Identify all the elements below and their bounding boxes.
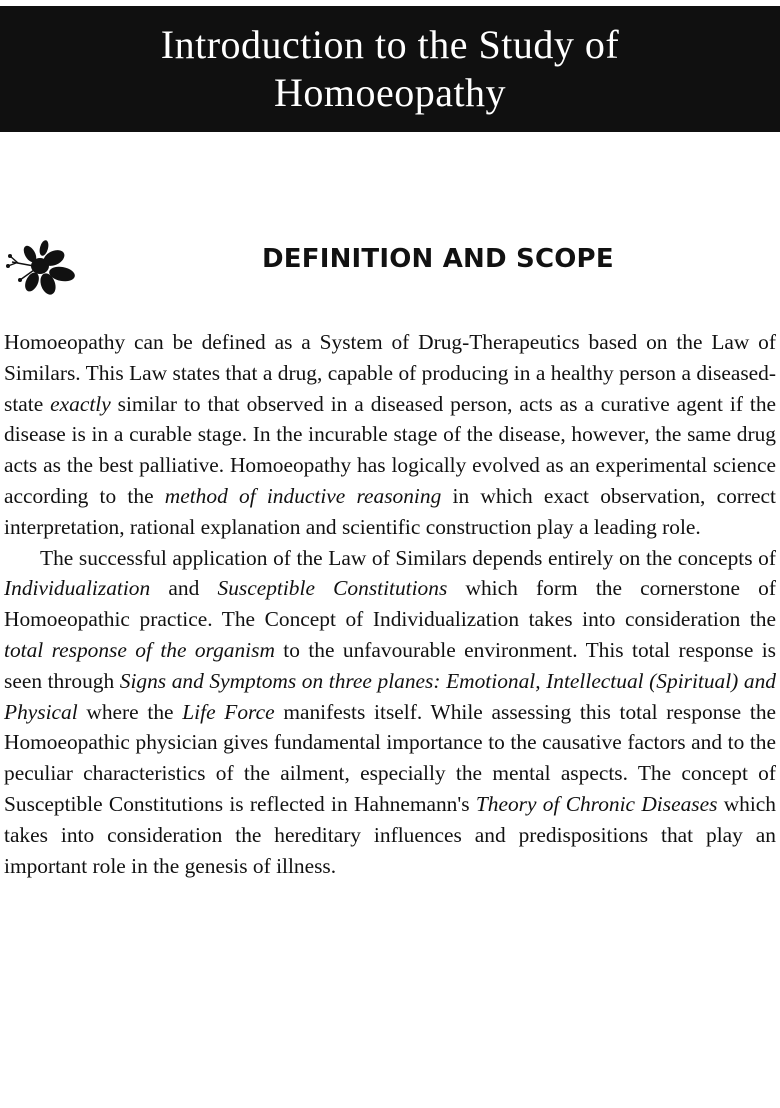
- emphasis-text: Individualization: [4, 576, 151, 601]
- paragraph-1: [4, 327, 776, 543]
- floral-ornament-icon: [4, 236, 78, 300]
- paragraph-text: similar to that observed in a diseased person, acts as a curative agent if the disease is in a curable stage. In the incurable stage of the disease, however, the same drug acts as the best palliative. Homoeopathy has logically evolved as an experimental science according to the: [4, 391, 777, 508]
- emphasis-text: Susceptible Constitutions: [217, 576, 448, 601]
- paragraph-text: to the unfavourable environment. This total response is seen through: [4, 637, 776, 693]
- chapter-title-line-1: Introduction to the Study of: [160, 22, 620, 67]
- paragraph-text: which form the cornerstone of Homoeopathic practice. The Concept of Individualization takes into consideration the: [4, 576, 776, 632]
- emphasis-text: method of inductive reasoning: [164, 483, 442, 508]
- emphasis-text: exactly: [50, 391, 111, 416]
- paragraph-text: and: [150, 576, 218, 601]
- paragraph-text: manifests itself. While assessing this total response the Homoeopathic physician gives fundamental importance to the causative factors and to the peculiar characteristics of the ailment, especially the mental aspects. The concept of Susceptible Constitutions is reflected in Hahnemann's: [4, 699, 777, 816]
- paragraph-text: Homoeopathy can be defined as a System of Drug-Therapeutics based on the Law of Similars. This Law states that a drug, capable of producing in a healthy person a diseased-state: [4, 330, 776, 416]
- paragraph-text: where the: [77, 699, 183, 724]
- emphasis-text: Signs and Symptoms on three planes: Emotional, Intellectual (Spiritual) and Physical: [4, 668, 776, 724]
- chapter-title-line-2: Homoeopathy: [273, 70, 507, 115]
- section-header: [0, 232, 780, 302]
- paragraph-text: in which exact observation, correct interpretation, rational explanation and scientific construction play a leading role.: [4, 483, 776, 539]
- emphasis-text: total response of the organism: [4, 637, 275, 662]
- emphasis-text: Theory of Chronic Diseases: [475, 791, 718, 816]
- body-text: [4, 327, 776, 881]
- section-heading: DEFINITION AND SCOPE: [262, 244, 614, 274]
- paragraph-2: [4, 543, 776, 882]
- paragraph-text: which takes into consideration the hereditary influences and predispositions that play an important role in the genesis of illness.: [4, 791, 776, 878]
- emphasis-text: Life Force: [182, 699, 275, 724]
- paragraph-text: The successful application of the Law of Similars depends entirely on the concepts of: [40, 545, 776, 570]
- chapter-title-banner: [0, 6, 780, 132]
